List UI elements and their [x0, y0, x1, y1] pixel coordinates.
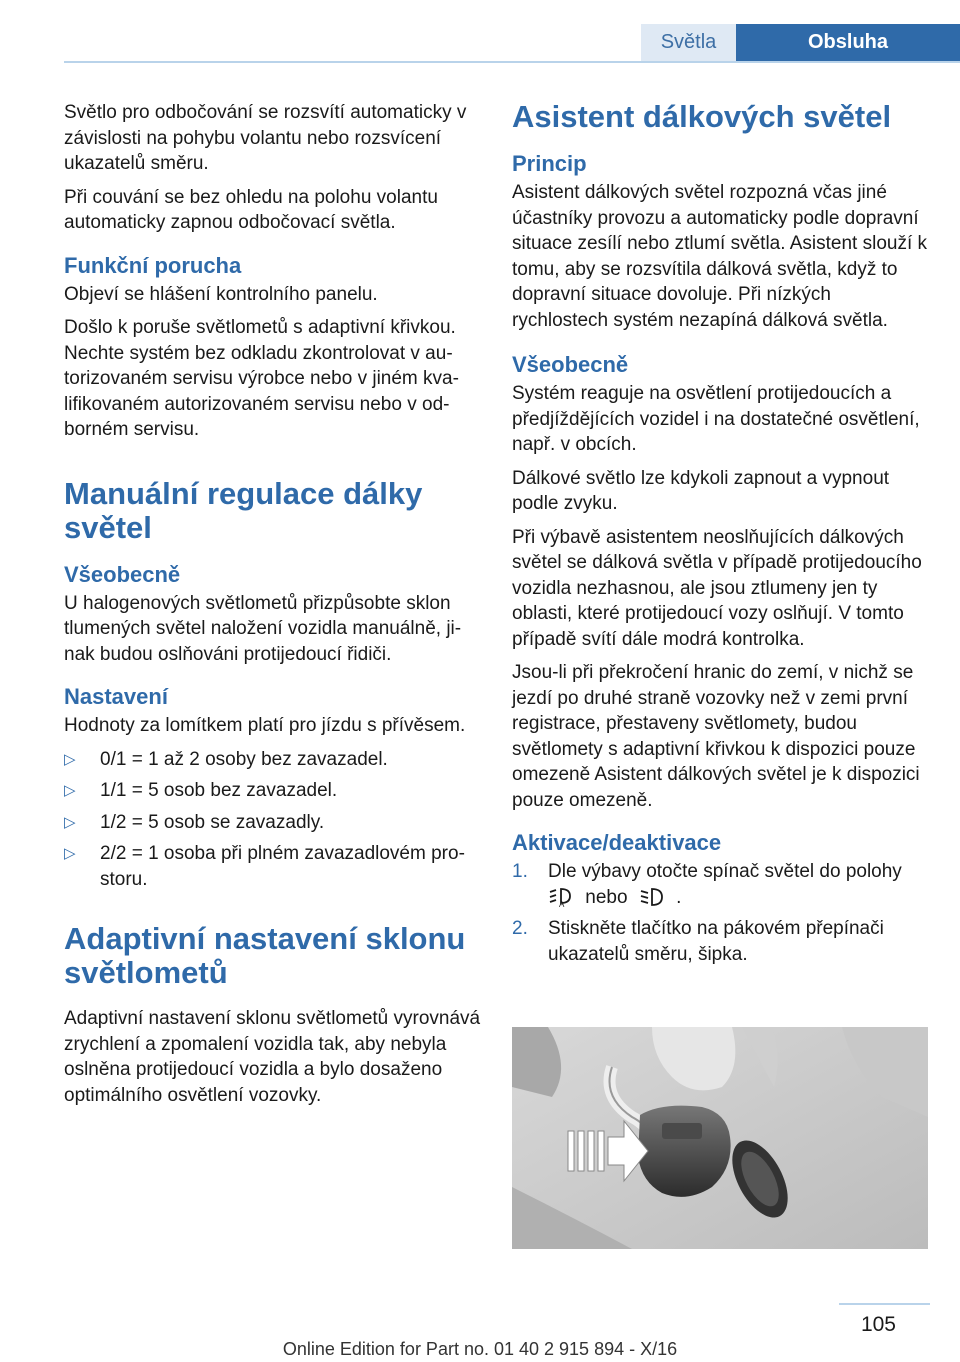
heading-assist: Asistent dálkových světel — [512, 99, 892, 134]
turn-signal-lever-photo — [512, 1027, 928, 1249]
heading-adaptive: Adaptivní nastavení sklonu světlometů — [64, 921, 466, 990]
heading-principle: Princip — [512, 151, 587, 176]
paragraph: Dálkové světlo lze kdykoli zapnout a vypnout podle zvyku. — [512, 467, 890, 514]
list-item: ▷ 1/1 = 5 osob bez zavazadel. — [64, 778, 484, 804]
paragraph: Hodnoty za lomítkem platí pro jízdu s přívěsem. — [64, 715, 466, 736]
paragraph: Při couvání se bez ohledu na polohu volantu automaticky zapnou odbočovací světla. — [64, 186, 438, 233]
heading-activation: Aktivace/deaktivace — [512, 830, 722, 855]
paragraph: Došlo k poruše světlometů s adaptivní křivkou. Nechte systém bez odkladu zkontrolovat v autorizovaném servisu výrobce nebo v jiném kvalifikovaném autorizovaném servisu nebo v odborném servisu. — [64, 317, 459, 440]
footer-divider — [839, 1303, 930, 1305]
list-item: ▷ 1/2 = 5 osob se zavazadly. — [64, 810, 484, 836]
list-item: 2. Stiskněte tlačítko na pákovém přepínači ukazatelů směru, šipka. — [512, 918, 884, 965]
heading-manual: Manuální regulace dálky světel — [64, 475, 423, 545]
paragraph: Asistent dálkových světel rozpozná včas jiné účastníky provozu a automaticky podle dopravní situace zesílí nebo ztlumí světla. Asistent slouží k tomu, aby se rozsvítila dálková světla, když to dopravní situace dovoluje. Při nízkých rychlostech systém nezapíná dálková světla. — [512, 182, 928, 331]
svg-text:A: A — [559, 900, 565, 909]
page-number: 105 — [860, 1313, 896, 1336]
settings-list — [64, 747, 484, 893]
list-item: 1. Dle výbavy otočte spínač světel do polohy A nebo . — [512, 861, 902, 909]
edition-footer: Online Edition for Part no. 01 40 2 915 894 - X/16 — [282, 1339, 678, 1359]
header-tab-chapter: Obsluha — [736, 24, 960, 61]
auto-light-icon — [548, 886, 574, 908]
paragraph: Při výbavě asistentem neoslňujících dálkových světel se dálková světla v případě protijedoucího vozidla nezhasnou, ale jsou ztlumeny jen ty oblasti, které protijedoucí vozy oslňují. V tomto případě svítí dále modrá kontrolka. — [512, 526, 922, 650]
header-tab-section: Světla — [641, 24, 736, 61]
paragraph: U halogenových světlometů přizpůsobte sklon tlumených světel naložení vozidla manuálně, jinak budou oslňováni protijedoucí řidiči. — [64, 592, 462, 665]
bullet-icon: ▷ — [64, 782, 76, 799]
heading-fault: Funkční porucha — [64, 252, 242, 278]
left-column — [64, 100, 484, 1116]
paragraph: Adaptivní nastavení sklonu světlometů vyrovnává zrychlení a zpomalení vozidla tak, aby nebyla oslněna protijedoucí vozidla a bylo dosaženo optimálního osvětlení vozovky. — [64, 1008, 481, 1106]
paragraph: Systém reaguje na osvětlení protijedoucích a předjíždějících vozidel i na dostatečné osvětlení, např. v obcích. — [512, 383, 920, 455]
bullet-icon: ▷ — [64, 813, 76, 831]
paragraph: Světlo pro odbočování se rozsvítí automaticky v závislosti na pohybu volantu nebo rozsvícení ukazatelů směru. — [64, 102, 467, 174]
low-beam-icon — [639, 886, 665, 908]
heading-setting: Nastavení — [64, 684, 168, 709]
heading-general: Všeobecně — [64, 561, 181, 587]
header-divider — [64, 61, 960, 63]
list-item: ▷ 2/2 = 1 osoba při plném zavazadlovém prostoru. — [64, 843, 465, 890]
steps-list — [512, 859, 932, 967]
list-item: ▷ 0/1 = 1 až 2 osoby bez zavazadel. — [64, 747, 484, 773]
right-column — [512, 100, 932, 973]
paragraph: Jsou-li při překročení hranic do zemí, v nichž se jezdí po druhé straně vozovky než v zemi první registrace, přestaveny světlomety, budou světlomety s adaptivní křivkou k dispozici pouze omezeně Asistent dálkových světel je k dispozici pouze omezeně. — [512, 662, 920, 811]
heading-general: Všeobecně — [512, 352, 629, 377]
step-number: 2. — [512, 918, 528, 939]
bullet-icon: ▷ — [64, 845, 76, 862]
bullet-icon: ▷ — [64, 750, 76, 768]
paragraph: Objeví se hlášení kontrolního panelu. — [64, 283, 378, 305]
step-number: 1. — [512, 861, 528, 882]
